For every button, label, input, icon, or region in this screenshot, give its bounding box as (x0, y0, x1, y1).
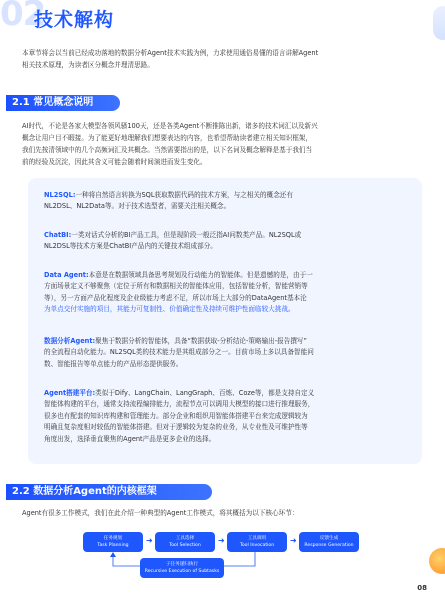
concept-text: 智能体构建的平台，通常支持流程编排能力，流程节点可以调用大模型的接口进行推理服务， (44, 400, 315, 409)
intro-line: 本章节将会以当前已经成功落地的数据分析Agent技术实践为例，力求使用通俗易懂的语言讲解Agent (22, 49, 319, 57)
flow-step-tool-invocation (227, 532, 287, 552)
concept-text: NL2DSL等技术方案是ChatBI产品内的关键技术组成部分。 (44, 242, 217, 251)
flow-step-label-en: Tool Invocation (239, 543, 275, 548)
concept-text: 明确且复杂度相对较低的智能体搭建。但对于逻辑较为复杂的业务，从专业性及可维护性等 (44, 423, 308, 432)
framework-intro: Agent有很多工作模式，我们在此介绍一种典型的Agent工作模式，将其概括为以下核心环节： (22, 509, 299, 517)
concept-text: 等），另一方面产品化程度及企业级能力考虑不足，所以市场上大部分的DataAgent基本沦 (44, 293, 307, 302)
flow-step-response-generation (299, 532, 359, 552)
concept-text: 类似于Dify、LangChain、LangGraph、百炼、Coze等，都是支持自定义 (95, 389, 315, 397)
concept-chatbi (44, 230, 406, 253)
flow-step-recursive-subtasks (140, 558, 224, 578)
concept-agent-platform (44, 388, 406, 445)
flow-step-label: 工具选择 (175, 536, 195, 541)
concept-text: 数、智能报告等单点能力的产品形态提供服务。 (44, 359, 183, 368)
concept-term: Data Agent: (44, 271, 89, 279)
page-number: 08 (417, 584, 427, 592)
concept-text: 的全流程自动化能力。NL2SQL类的技术能力是其组成部分之一。目前市场上多以具备智能问 (44, 348, 314, 357)
paragraph-line: 我们先按清领域中的几个高频词汇及其概念。当然需要指出的是，以下名词及概念解释是基于我们当 (22, 146, 313, 154)
section-heading-concepts: 2.1 常见概念说明 (6, 95, 120, 111)
flow-step-label: 反馈生成 (319, 536, 339, 541)
paragraph-line: 概念让用户目不暇接。为了能更好地理解我们想要表达的内容，也希望帮助读者建立相关知识框架， (22, 134, 313, 142)
chapter-title: 技术解构 (34, 9, 115, 31)
arrow-right-icon: ➜ (218, 536, 225, 545)
concept-text: 一类对话式分析的BI产品工具，但是现阶段一般泛指AI问数类产品。NL2SQL或 (71, 231, 302, 239)
flow-step-label: 子任务递归执行 (165, 562, 199, 567)
concept-nl2sql (44, 190, 406, 213)
decoration-orb (429, 548, 445, 574)
paragraph-line: AI时代，不论是各家大模型各领风骚100天，还是各类Agent不断推陈出新，诸多的技术词汇以及新兴 (22, 122, 318, 130)
flow-step-label-en: Recursive Execution of Subtasks (144, 569, 220, 574)
decoration-shape (433, 6, 445, 40)
concept-term: 数据分析Agent: (44, 337, 96, 345)
concept-term: ChatBI: (44, 231, 72, 239)
arrow-right-icon: ➜ (146, 536, 153, 545)
flow-step-label: 任务规划 (103, 536, 123, 541)
flow-step-tool-selection (155, 532, 215, 552)
concept-text: 一种将自然语言转换为SQL获取数据代码的技术方案，与之相关的概念还有 (75, 191, 293, 199)
concept-data-agent (44, 270, 406, 316)
flow-step-label-en: Tool Selection (169, 543, 201, 548)
concept-text: 角度出发，选择垂直聚焦的Agent产品是更多企业的选择。 (44, 434, 216, 443)
arrow-right-icon: ➜ (290, 536, 297, 545)
section-heading-framework: 2.2 数据分析Agent的内核框架 (6, 484, 212, 500)
concept-text: NL2DSL、NL2Data等。对于技术选型者，需要关注相关概念。 (44, 202, 231, 211)
concept-analysis-agent (44, 336, 406, 370)
concept-text: 很多也有配套的知识库构建和管理能力。部分企业和组织用智能体搭建平台来完成逻辑较为 (44, 411, 308, 420)
chapter-number: 02 (0, 0, 46, 34)
concept-text-highlight: 为单点交付实施的项目，其能力可复制性、价值确定性及持续可维护性面临较大挑战。 (44, 305, 295, 314)
paragraph-line: 前的经验及沉淀，因此其含义可能会随着时间演进而发生变化。 (22, 158, 207, 166)
flow-step-task-planning (83, 532, 143, 552)
intro-line: 相关技术原理，为读者区分概念并理清思路。 (22, 61, 154, 69)
concept-term: Agent搭建平台: (44, 389, 96, 397)
flow-step-label-en: Task Planning (97, 543, 129, 548)
concept-text: 聚焦于数据分析的智能体，具备“数据获取-分析结论-策略输出-报告撰写” (95, 337, 307, 345)
flow-step-label: 工具调用 (247, 536, 267, 541)
concept-text: 方面场景定义不够聚焦（定位于所有和数据相关的智能体应用，包括智能分析，智能营销等 (44, 282, 308, 291)
flow-step-label-en: Response Generation (304, 543, 354, 548)
concept-term: NL2SQL: (44, 191, 76, 199)
concept-text: 本意是在数据领域具备思考规划及行动能力的智能体。但是遗憾的是，由于一 (88, 271, 313, 279)
